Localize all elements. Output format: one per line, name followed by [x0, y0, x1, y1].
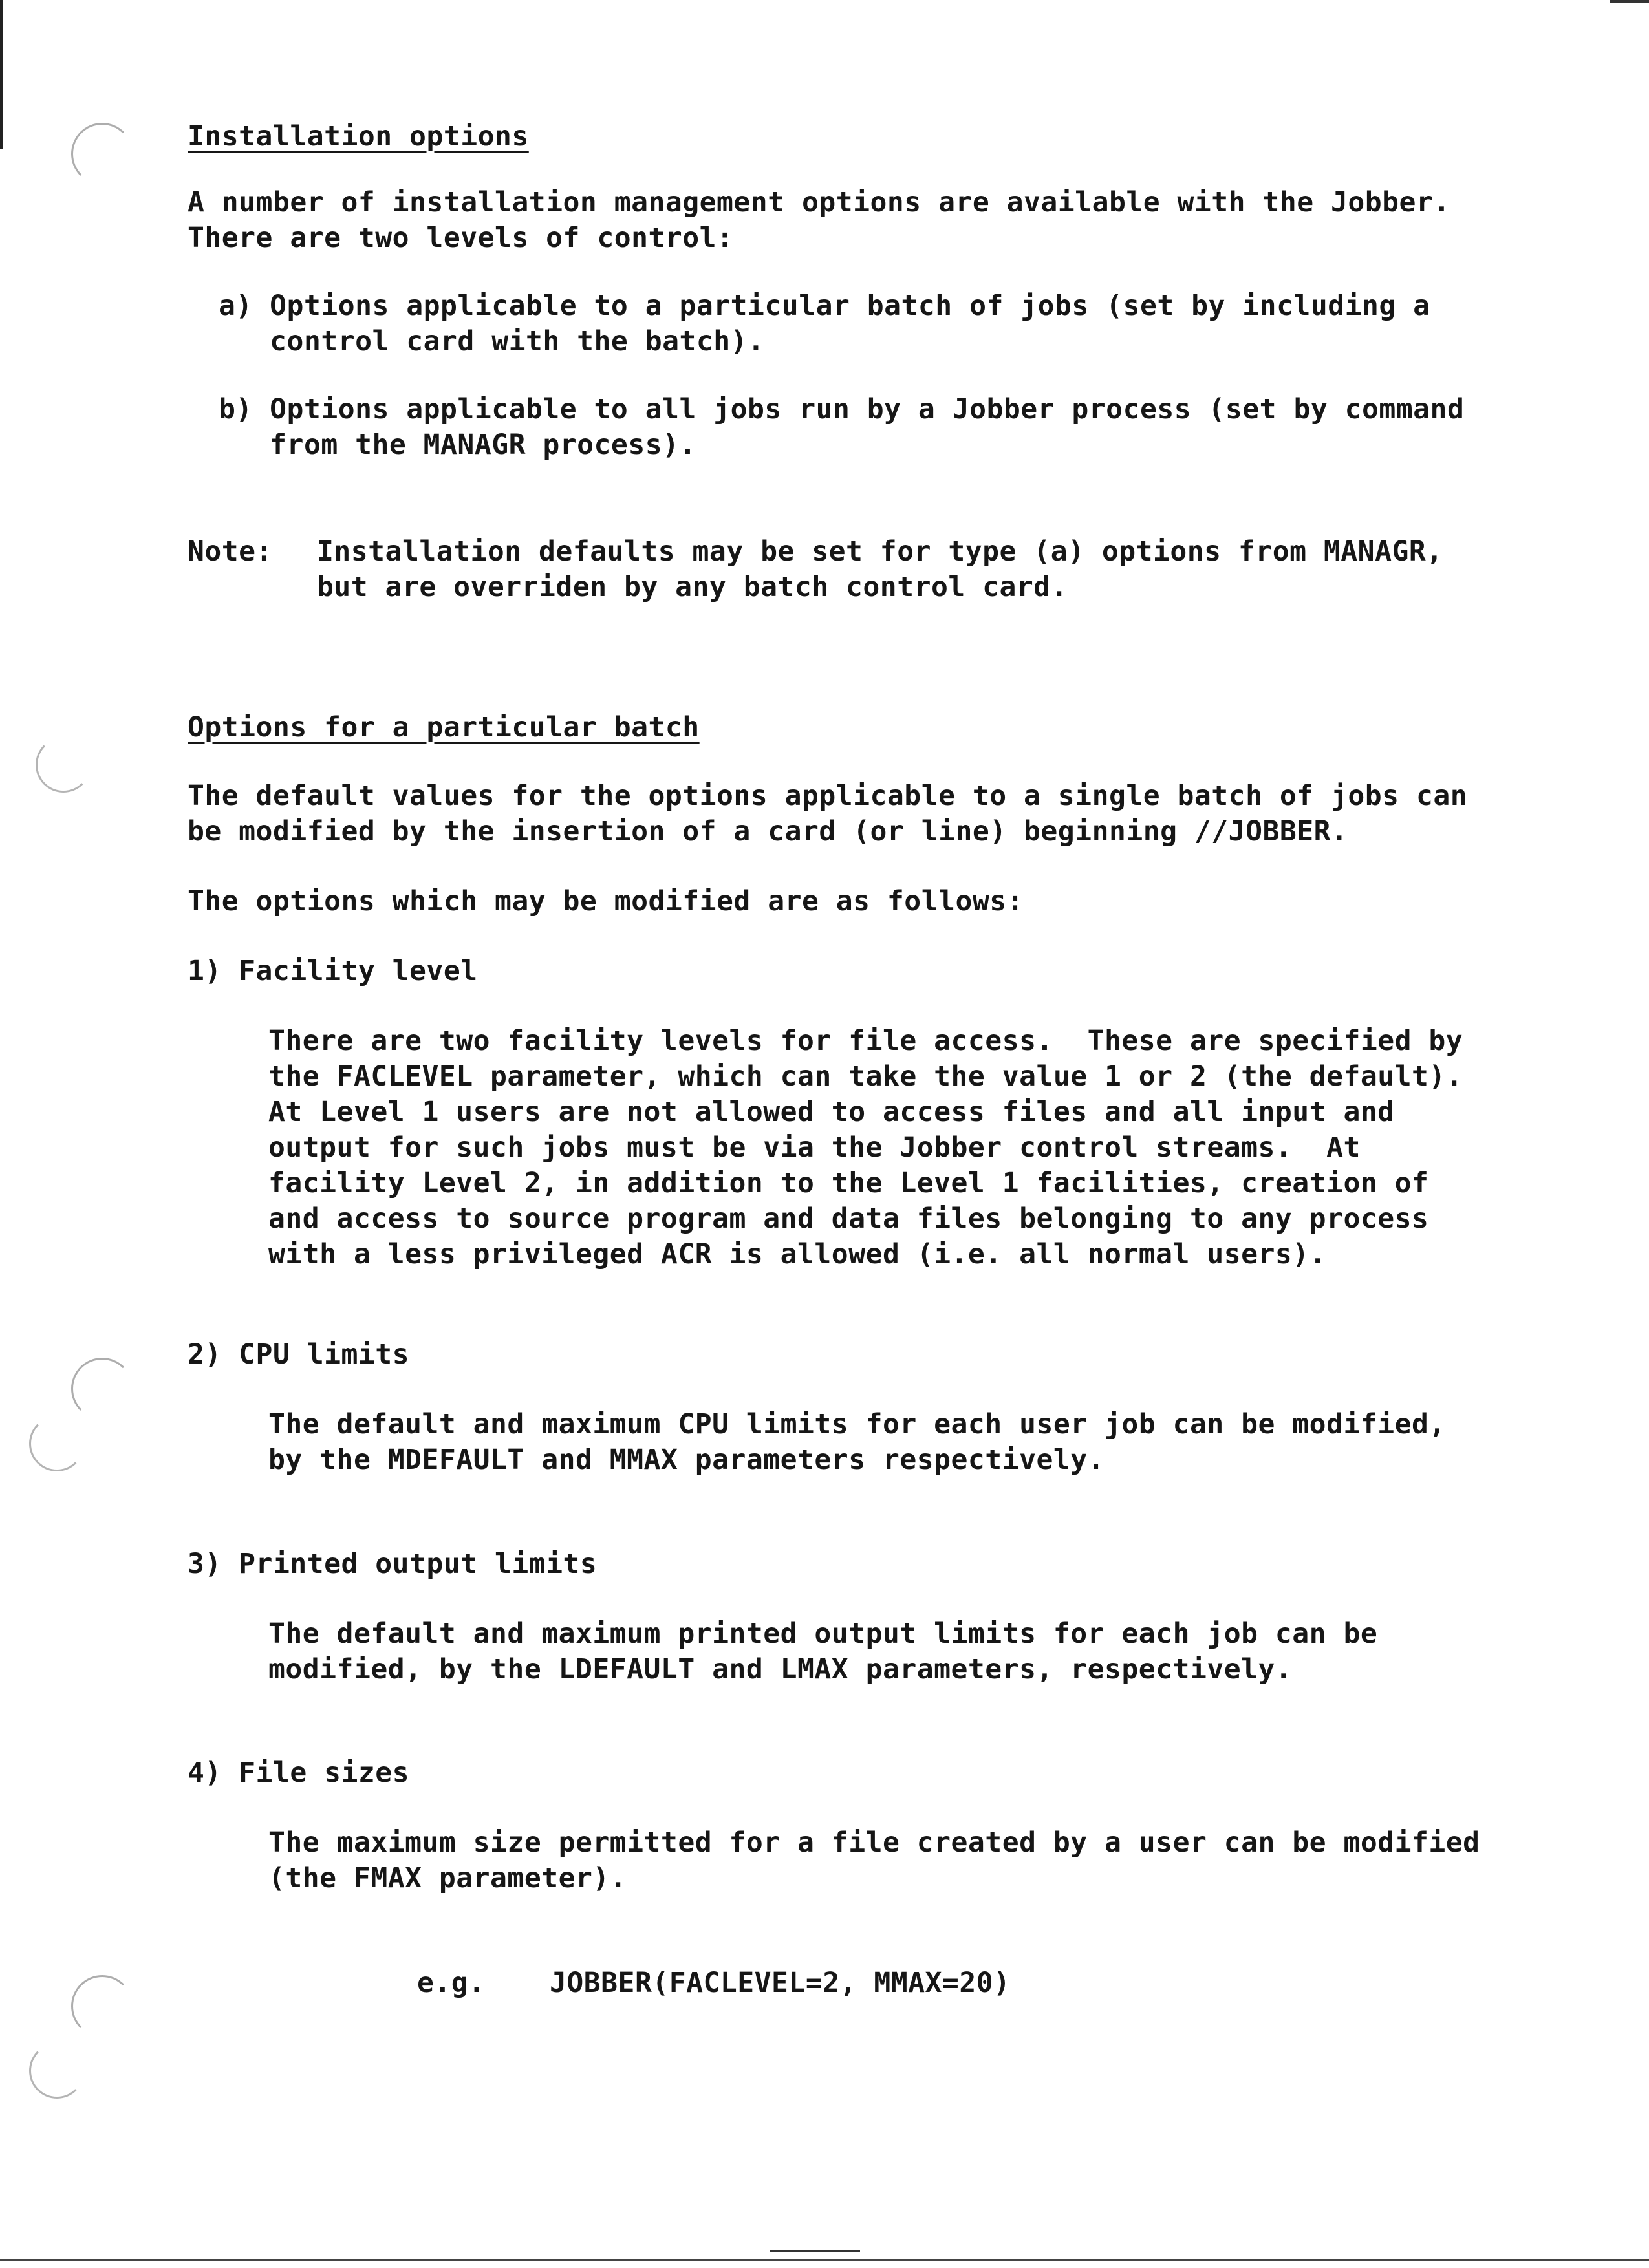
- option-title-facility-level: 1) Facility level: [188, 955, 478, 987]
- punch-hole-mark: [29, 1416, 85, 1471]
- list-item-a-line: a) Options applicable to a particular batch of jobs (set by including a: [219, 290, 1430, 322]
- option-body-line: The maximum size permitted for a file created by a user can be modified: [268, 1826, 1480, 1859]
- heading-installation-options: Installation options: [188, 120, 529, 153]
- punch-hole-mark: [71, 1358, 133, 1420]
- list-item-b-line: from the MANAGR process).: [219, 429, 696, 461]
- option-body-line: There are two facility levels for file access. These are specified by: [268, 1025, 1463, 1057]
- option-body-line: with a less privileged ACR is allowed (i.e. all normal users).: [268, 1238, 1327, 1270]
- page-bottom-rule: [0, 2259, 1649, 2261]
- paragraph-line: be modified by the insertion of a card (or line) beginning //JOBBER.: [188, 815, 1348, 848]
- page-footer-mark: [770, 2250, 860, 2259]
- punch-hole-mark: [36, 737, 91, 793]
- example-code: JOBBER(FACLEVEL=2, MMAX=20): [550, 1967, 1011, 1999]
- option-body-line: the FACLEVEL parameter, which can take the value 1 or 2 (the default).: [268, 1060, 1463, 1093]
- option-body-line: (the FMAX parameter).: [268, 1862, 627, 1894]
- list-item-b-line: b) Options applicable to all jobs run by a Jobber process (set by command: [219, 393, 1465, 425]
- option-body-line: facility Level 2, in addition to the Level 1 facilities, creation of: [268, 1167, 1429, 1199]
- example-label: e.g.: [417, 1967, 486, 1999]
- option-title-printed-output-limits: 3) Printed output limits: [188, 1548, 598, 1580]
- option-title-file-sizes: 4) File sizes: [188, 1757, 410, 1789]
- heading-options-batch: Options for a particular batch: [188, 711, 700, 744]
- paragraph-line: The options which may be modified are as follows:: [188, 885, 1024, 917]
- punch-hole-mark: [29, 2043, 85, 2099]
- option-body-line: modified, by the LDEFAULT and LMAX parameters, respectively.: [268, 1653, 1293, 1685]
- option-body-line: and access to source program and data files belonging to any process: [268, 1203, 1429, 1235]
- option-body-line: At Level 1 users are not allowed to access files and all input and: [268, 1096, 1395, 1128]
- note-line: but are overriden by any batch control card.: [317, 571, 1068, 603]
- option-title-cpu-limits: 2) CPU limits: [188, 1338, 410, 1371]
- paragraph-line: The default values for the options applicable to a single batch of jobs can: [188, 780, 1468, 812]
- option-body-line: The default and maximum printed output limits for each job can be: [268, 1618, 1378, 1650]
- scan-edge-mark-top: [1610, 0, 1649, 3]
- punch-hole-mark: [71, 1975, 133, 2037]
- note-label: Note:: [188, 535, 273, 568]
- paragraph-line: There are two levels of control:: [188, 222, 734, 254]
- punch-hole-mark: [71, 123, 133, 185]
- option-body-line: by the MDEFAULT and MMAX parameters respectively.: [268, 1444, 1105, 1476]
- option-body-line: The default and maximum CPU limits for each user job can be modified,: [268, 1408, 1446, 1440]
- paragraph-line: A number of installation management options are available with the Jobber.: [188, 186, 1450, 219]
- option-body-line: output for such jobs must be via the Jobber control streams. At: [268, 1131, 1361, 1164]
- list-item-a-line: control card with the batch).: [219, 325, 765, 358]
- note-line: Installation defaults may be set for type (a) options from MANAGR,: [317, 535, 1443, 568]
- scan-edge-mark: [0, 0, 3, 149]
